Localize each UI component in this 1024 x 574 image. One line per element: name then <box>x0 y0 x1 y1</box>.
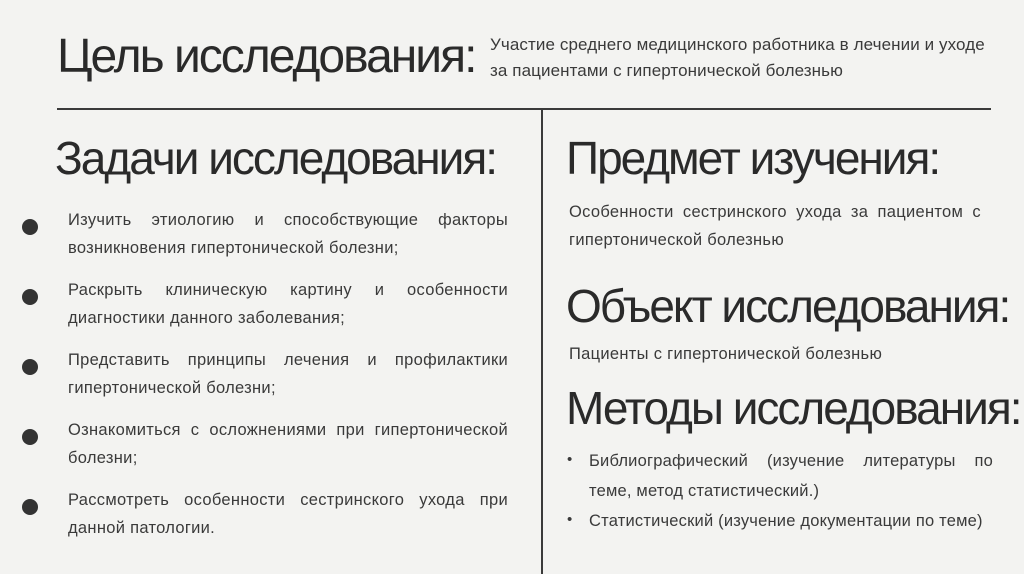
bullet-dot-icon <box>22 289 38 305</box>
task-item <box>22 486 508 538</box>
vertical-divider <box>541 110 543 574</box>
object-heading: Объект исследования: <box>566 280 1010 332</box>
horizontal-divider <box>57 108 991 110</box>
goal-heading: Цель исследования: <box>57 30 476 83</box>
task-item <box>22 276 508 328</box>
task-item <box>22 206 508 258</box>
methods-heading: Методы исследования: <box>566 382 1021 434</box>
task-text: Раскрыть клиническую картину и особенности диагностики данного заболевания; <box>68 281 508 327</box>
method-text: Статистический (изучение документации по теме) <box>589 512 983 530</box>
subject-text: Особенности сестринского ухода за пациентом с гипертонической болезнью <box>569 203 981 249</box>
bullet-dot-icon <box>22 359 38 375</box>
goal-text: Участие среднего медицинского работника в лечении и уходе за пациентами с гипертонической болезнью <box>490 35 985 80</box>
bullet-dot-icon <box>22 499 38 515</box>
bullet-icon: • <box>567 511 573 528</box>
bullet-dot-icon <box>22 429 38 445</box>
task-item <box>22 416 508 468</box>
method-text: Библиографический (изучение литературы по теме, метод статистический.) <box>589 452 993 500</box>
bullet-icon: • <box>567 451 573 468</box>
task-text: Рассмотреть особенности сестринского ухода при данной патологии. <box>68 491 508 537</box>
task-item <box>22 346 508 398</box>
task-text: Представить принципы лечения и профилактики гипертонической болезни; <box>68 351 508 397</box>
bullet-dot-icon <box>22 219 38 235</box>
method-item <box>567 506 993 562</box>
task-text: Ознакомиться с осложнениями при гипертонической болезни; <box>68 421 508 467</box>
subject-heading: Предмет изучения: <box>566 132 940 184</box>
object-text: Пациенты с гипертонической болезнью <box>569 345 883 363</box>
method-item <box>567 446 993 502</box>
tasks-heading: Задачи исследования: <box>55 132 497 184</box>
task-text: Изучить этиологию и способствующие факторы возникновения гипертонической болезни; <box>68 211 508 257</box>
